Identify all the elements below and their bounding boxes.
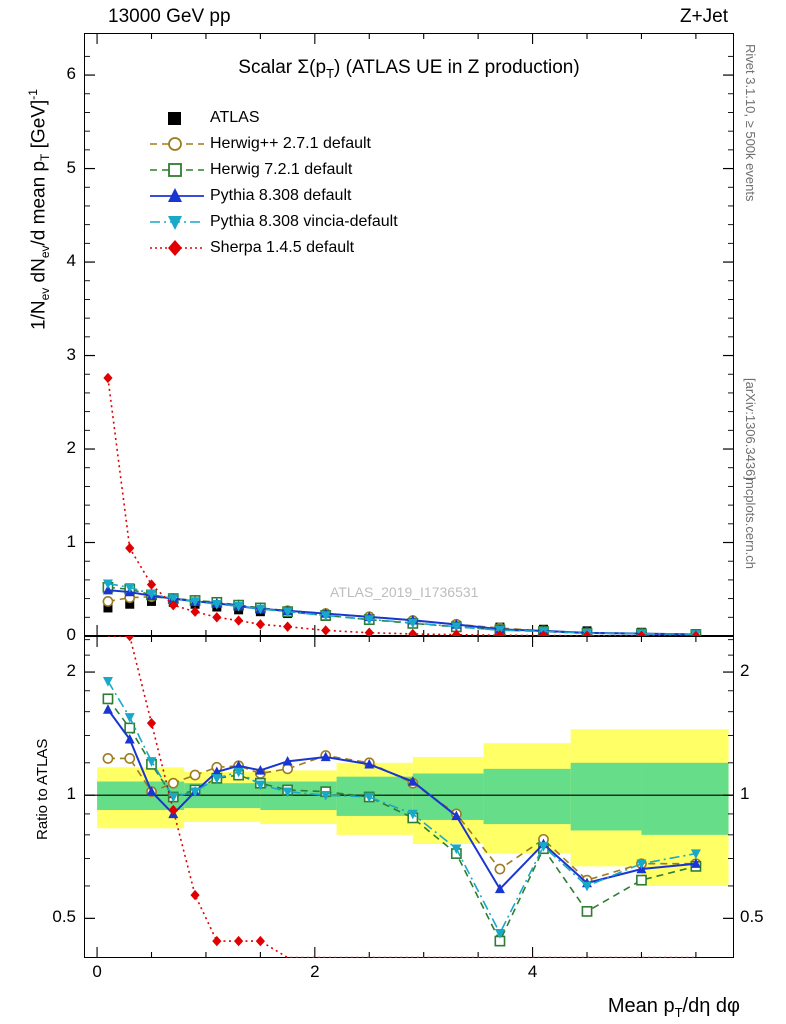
plot-title: Scalar $\Sigma(p_T)$ (ATLAS UE in Z production) <box>238 57 580 81</box>
legend-label: Sherpa 1.4.5 default <box>210 239 355 256</box>
ratio-plot-canvas <box>84 636 734 958</box>
ratio-y-tick-right: 2 <box>740 661 750 681</box>
x-tick: 2 <box>310 962 320 981</box>
legend-label: ATLAS <box>210 109 260 126</box>
main-y-tick: 1 <box>66 531 76 551</box>
ratio-y-tick-right: 0.5 <box>740 907 764 927</box>
main-y-axis-label: $1/N_{ev}$ $dN_{ev}/d$ mean $p_T$ [GeV]$^{-1}$ <box>26 89 53 330</box>
main-y-tick: 0 <box>66 625 76 644</box>
arxiv-label: [arXiv:1306.3436] <box>743 378 758 480</box>
legend-label: Herwig 7.2.1 default <box>210 161 353 178</box>
ratio-y-tick: 2 <box>66 661 76 681</box>
header-right-label: Z+Jet <box>679 6 728 27</box>
mcplots-label: mcplots.cern.ch <box>743 478 758 570</box>
ratio-y-axis-label: Ratio to ATLAS <box>34 738 51 840</box>
ratio-y-tick: 0.5 <box>52 907 76 927</box>
main-plot-canvas <box>84 33 734 636</box>
header-left-label: 13000 GeV pp <box>108 6 231 27</box>
main-y-tick: 3 <box>66 344 76 364</box>
x-tick: 0 <box>92 962 102 981</box>
main-y-tick: 4 <box>66 251 76 271</box>
rivet-version-label: Rivet 3.1.10, ≥ 500k events <box>743 44 758 202</box>
x-axis-label: Mean $p_T/d\eta$ dφ <box>607 995 740 1020</box>
x-tick: 4 <box>527 962 538 981</box>
main-y-tick: 6 <box>66 64 76 84</box>
legend-label: Pythia 8.308 default <box>210 187 352 204</box>
ratio-y-tick-right: 1 <box>740 784 750 804</box>
main-y-tick: 5 <box>66 157 76 177</box>
main-y-tick: 2 <box>66 438 76 458</box>
legend-label: Pythia 8.308 vincia-default <box>210 213 398 230</box>
dataset-watermark: ATLAS_2019_I1736531 <box>330 584 479 600</box>
ratio-y-tick: 1 <box>66 784 76 804</box>
legend-label: Herwig++ 2.7.1 default <box>210 135 371 152</box>
